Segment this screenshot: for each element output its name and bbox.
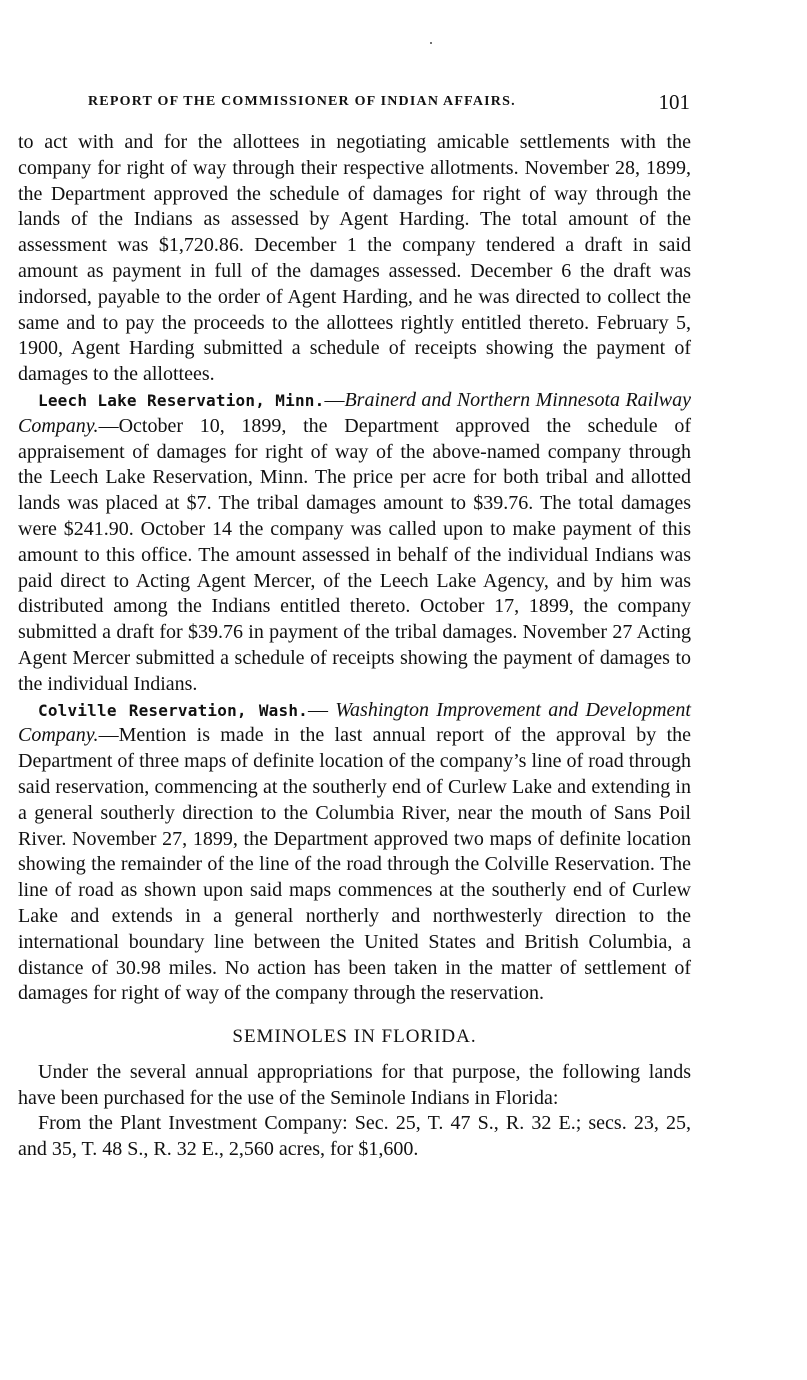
page-number: 101 [658,90,690,114]
paragraph-plant-investment: From the Plant Investment Company: Sec. 25, T. 47 S., R. 32 E.; secs. 23, 25, and 35, T. 48 S., R. 32 E., 2,560 acres, for $1,600. [18,1112,691,1161]
section-heading-seminoles: SEMINOLES IN FLORIDA. [232,1026,477,1048]
leech-lake-company: Brainerd and Northern Minnesota Railway Company. [18,388,692,437]
running-head [80,90,690,116]
colville-text: —Mention is made in the last annual report of the approval by the Department of three maps of definite location of the company’s line of road through said reservation, commencing at the southerly end of Curlew Lake and extending in a general southerly direction to the Columbia River, near the mouth of Sans Poil River. November 27, 1899, the Department approved two maps of definite location showing the remainder of the line of the road through the Colville Reservation. The line of road as shown upon said maps commences at the southerly end of Curlew Lake and extends in a general northerly and northwesterly direction to the international boundary line between the United States and British Columbia, a distance of 30.98 miles. No action has been taken in the matter of settlement of damages for right of way of the company through the reservation. [18,724,691,1005]
colville-heading: Colville Reservation, Wash. [38,700,308,720]
scan-speck [430,42,432,44]
leech-lake-dash: — [324,388,345,411]
paragraph-colville [18,698,691,1008]
running-head-title: REPORT OF THE COMMISSIONER OF INDIAN AFFAIRS. [88,94,516,109]
leech-lake-heading: Leech Lake Reservation, Minn. [38,390,325,410]
paragraph-seminoles-intro: Under the several annual appropriations for that purpose, the following lands have been purchased for the use of the Seminole Indians in Florida: [18,1060,691,1109]
paragraph-leech-lake [18,388,691,698]
colville-dash: — [307,698,336,721]
colville-company: Washington Improvement and Development Company. [18,698,691,747]
paragraph-continuation: to act with and for the allottees in negotiating amicable settlements with the company for right of way through their respective allotments. November 28, 1899, the Department approved the schedule of damages for right of way through the lands of the Indians as assessed by Agent Harding. The total amount of the assessment was $1,720.86. December 1 the company tendered a draft in said amount as payment in full of the damages assessed. December 6 the draft was indorsed, payable to the order of Agent Harding, and he was directed to collect the same and to pay the proceeds to the allottees rightly entitled thereto. February 5, 1900, Agent Harding submitted a schedule of receipts showing the payment of damages to the allottees. [18,131,691,386]
body-text [18,130,691,1163]
leech-lake-text: —October 10, 1899, the Department approved the schedule of appraisement of damages for right of way of the above-named company through the Leech Lake Reservation, Minn. The price per acre for both tribal and allotted lands was placed at $7. The tribal damages amount to $39.76. The total damages were $241.90. October 14 the company was called upon to make payment of this amount to this office. The amount assessed in behalf of the individual Indians was paid direct to Acting Agent Mercer, of the Leech Lake Agency, and by him was distributed among the Indians entitled thereto. October 17, 1899, the company submitted a draft for $39.76 in payment of the tribal damages. November 27 Acting Agent Mercer submitted a schedule of receipts showing the payment of damages to the individual Indians. [18,414,691,695]
